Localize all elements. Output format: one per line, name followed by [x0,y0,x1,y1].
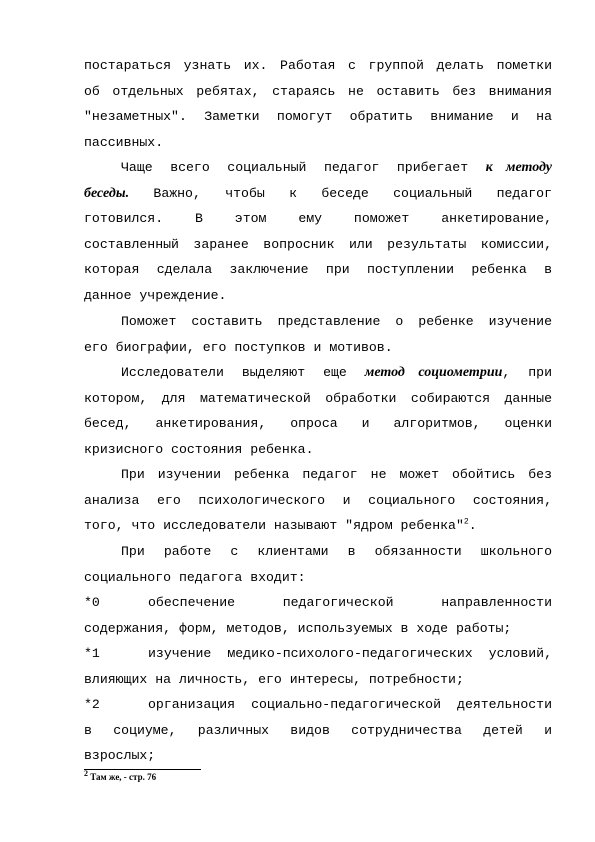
text-line: пассивных. [84,134,164,150]
text-line [84,181,552,207]
text-line: социального педагога входит: [84,569,306,585]
text-line: "незаметных". Заметки помогут обратить внимание и на [84,109,552,125]
list-item [84,641,552,692]
text-line: При изучении ребенка педагог не может обойтись без [121,467,552,482]
text-line: котором, для математической обработки собираются данные [84,390,552,406]
footnote-mark: 2 [84,769,88,778]
text-run: Чаще всего социальный педагог прибегает [121,160,486,175]
emphasis-text: к методу [485,160,552,175]
paragraph-4 [84,360,552,462]
list-item [84,590,552,641]
text-run: . [468,518,477,534]
text-run: Исследователи выделяют еще [121,365,365,380]
list-marker: *1 [84,646,100,661]
text-line [84,513,552,539]
text-line: составленный заранее вопросник или результаты комиссии, [84,236,552,252]
footnote-ref: 2 [463,517,469,527]
text-line: которая сделала заключение при поступлении ребенка в [84,262,552,278]
text-run: того, что исследователи называют "ядром ребенка" [84,518,464,534]
list-marker: *2 [84,697,100,712]
footnote [84,769,157,782]
emphasis-text: беседы. [84,185,130,201]
text-line: в социуме, различных видов сотрудничества детей и [84,722,552,738]
text-line: кризисного состояния ребенка. [84,441,314,457]
text-line: его биографии, его поступков и мотивов. [84,339,393,355]
paragraph-6 [84,539,552,590]
paragraph-3 [84,309,552,360]
list-marker: *0 [84,595,100,610]
text-line [84,155,552,181]
footnote-separator [84,769,201,770]
text-line: Поможет составить представление о ребенке изучение [121,314,552,329]
list-item [84,692,552,769]
text-line: обеспечение педагогической направленности [148,595,552,610]
text-line: готовился. В этом ему поможет анкетирование, [84,211,552,227]
text-line: При работе с клиентами в обязанности школьного [121,544,552,559]
text-line: бесед, анкетирования, опроса и алгоритмов, оценки [84,416,552,432]
text-run: Важно, чтобы к беседе социальный педагог [129,185,552,201]
text-line: данное учреждение. [84,287,227,303]
text-line: изучение медико-психолого-педагогических условий, [148,646,552,661]
text-run: , при [502,365,552,380]
paragraph-2 [84,155,552,309]
text-line: влияющих на личность, его интересы, потребности; [84,671,464,687]
footnote-text: Там же, - стр. 76 [88,772,157,782]
paragraph-5 [84,462,552,539]
text-line: об отдельных ребятах, стараясь не оставить без внимания [84,83,552,99]
emphasis-text: метод социометрии [364,365,503,380]
text-line: содержания, форм, методов, используемых в ходе работы; [84,620,512,636]
text-line: постараться узнать их. Работая с группой делать пометки [84,58,552,73]
text-line: взрослых; [84,748,156,764]
text-line: анализа его психологического и социального состояния, [84,492,552,508]
text-line [84,360,552,386]
text-line: организация социально-педагогической деятельности [148,697,552,712]
paragraph-1 [84,53,552,155]
